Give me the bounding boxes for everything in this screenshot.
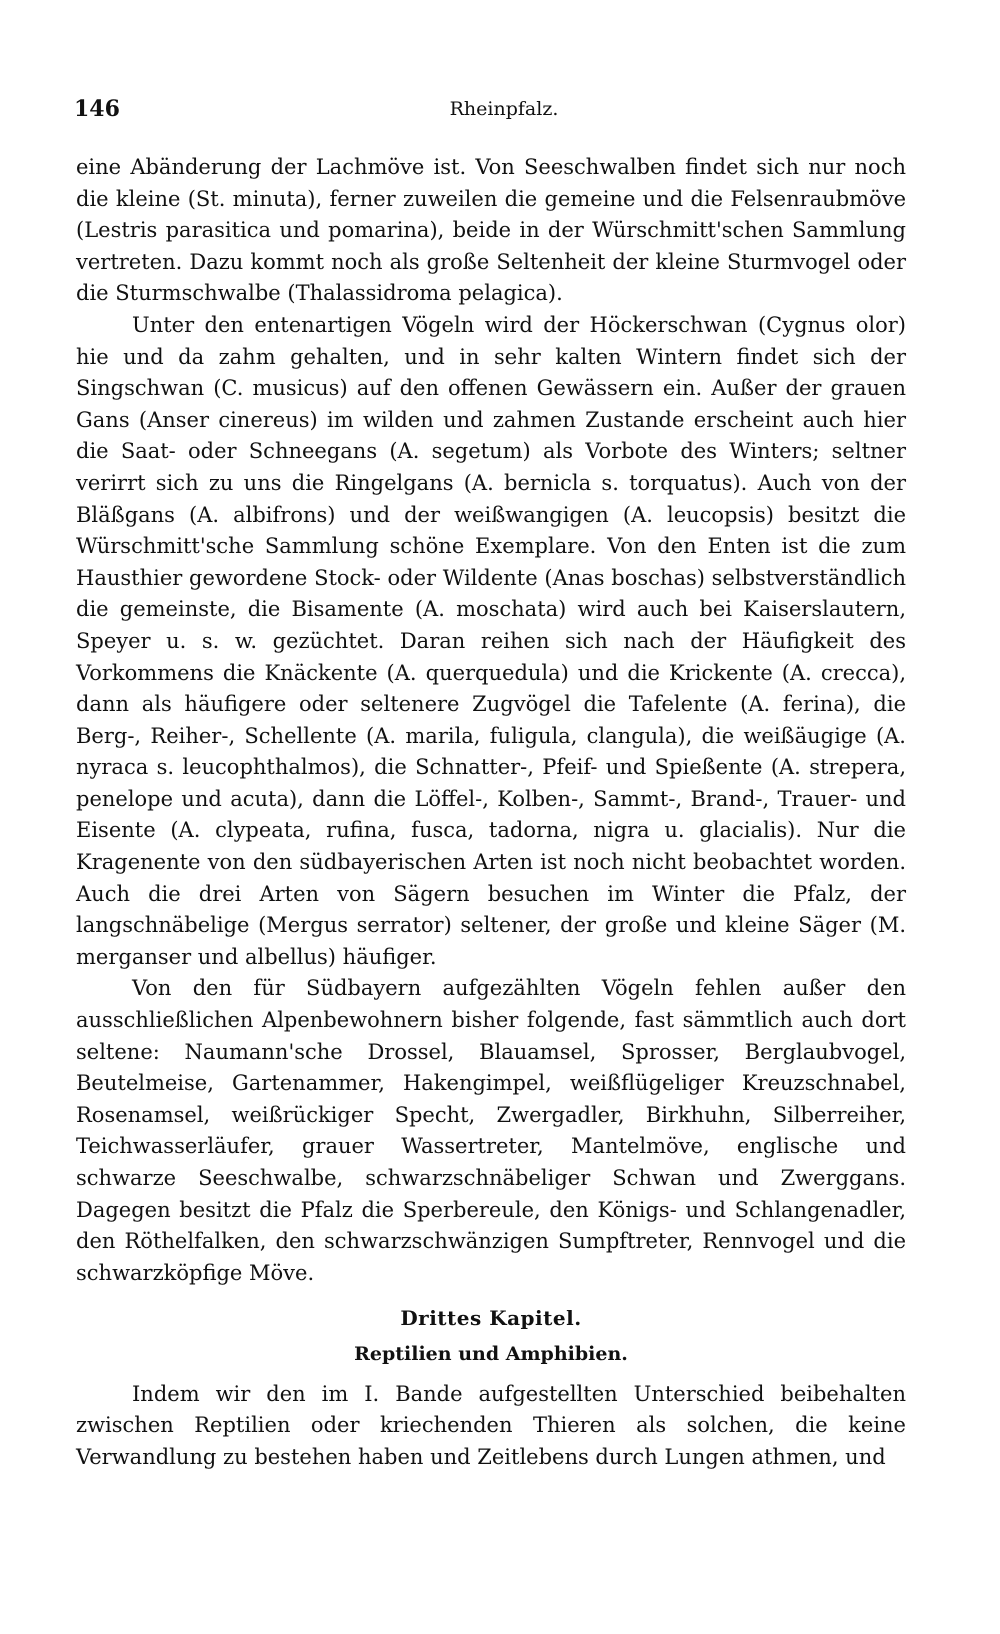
page-number: 146	[74, 96, 120, 122]
paragraph-entenartige-voegel: Unter den entenartigen Vögeln wird der Höckerschwan (Cygnus olor) hie und da zahm gehalten, und in sehr kalten Wintern findet sich der Singschwan (C. musicus) auf den offenen Gewässern ein. Außer der grauen Gans (Anser cinereus) im wilden und zahmen Zustande erscheint auch hier die Saat- oder Schneegans (A. segetum) als Vorbote des Winters; seltner verirrt sich zu uns die Ringelgans (A. bernicla s. torquatus). Auch von der Bläßgans (A. albifrons) und der weißwangigen (A. leucopsis) besitzt die Würschmitt'sche Sammlung schöne Exemplare. Von den Enten ist die zum Hausthier gewordene Stock- oder Wildente (Anas boschas) selbstverständlich die gemeinste, die Bisamente (A. moschata) wird auch bei Kaiserslautern, Speyer u. s. w. gezüchtet. Daran reihen sich nach der Häufigkeit des Vorkommens die Knäckente (A. querquedula) und die Krickente (A. crecca), dann als häufigere oder seltenere Zugvögel die Tafelente (A. ferina), die Berg-, Reiher-, Schellente (A. marila, fuligula, clangula), die weißäugige (A. nyraca s. leucophthalmos), die Schnatter-, Pfeif- und Spießente (A. strepera, penelope und acuta), dann die Löffel-, Kolben-, Sammt-, Brand-, Trauer- und Eisente (A. clypeata, rufina, fusca, tadorna, nigra u. glacialis). Nur die Kragenente von den südbayerischen Arten ist noch nicht beobachtet worden. Auch die drei Arten von Sägern besuchen im Winter die Pfalz, der langschnäbelige (Mergus serrator) seltener, der große und kleine Säger (M. merganser und albellus) häufiger.	[76, 312, 906, 969]
paragraph-fehlende-voegel: Von den für Südbayern aufgezählten Vögeln fehlen außer den ausschließlichen Alpenbewohnern bisher folgende, fast sämmtlich auch dort seltene: Naumann'sche Drossel, Blauamsel, Sprosser, Berglaubvogel, Beutelmeise, Gartenammer, Hakengimpel, weißflügeliger Kreuzschnabel, Rosenamsel, weißrückiger Specht, Zwergadler, Birkhuhn, Silberreiher, Teichwasserläufer, grauer Wassertreter, Mantelmöve, englische und schwarze Seeschwalbe, schwarzschnäbeliger Schwan und Zwerggans. Dagegen besitzt die Pfalz die Sperbereule, den Königs- und Schlangenadler, den Röthelfalken, den schwarzschwänzigen Sumpftreter, Rennvogel und die schwarzköpfige Möve.	[76, 976, 906, 1285]
main-text	[76, 152, 906, 1473]
paragraph-seeschwalben: eine Abänderung der Lachmöve ist. Von Seeschwalben findet sich nur noch die kleine (St. minuta), ferner zuweilen die gemeine und die Felsenraubmöve (Lestris parasitica und pomarina), beide in der Würschmitt'schen Sammlung vertreten. Dazu kommt noch als große Seltenheit der kleine Sturmvogel oder die Sturmschwalbe (Thalassidroma pelagica).	[76, 155, 906, 306]
running-title: Rheinpfalz.	[449, 98, 559, 120]
section-heading: Reptilien und Amphibien.	[354, 1342, 628, 1365]
page-header	[74, 96, 934, 136]
chapter-heading: Drittes Kapitel.	[400, 1306, 582, 1331]
paragraph-reptilien-intro: Indem wir den im I. Bande aufgestellten Unterschied beibehalten zwischen Reptilien oder kriechenden Thieren als solchen, die keine Verwandlung zu bestehen haben und Zeitlebens durch Lungen athmen, und	[76, 1381, 906, 1469]
